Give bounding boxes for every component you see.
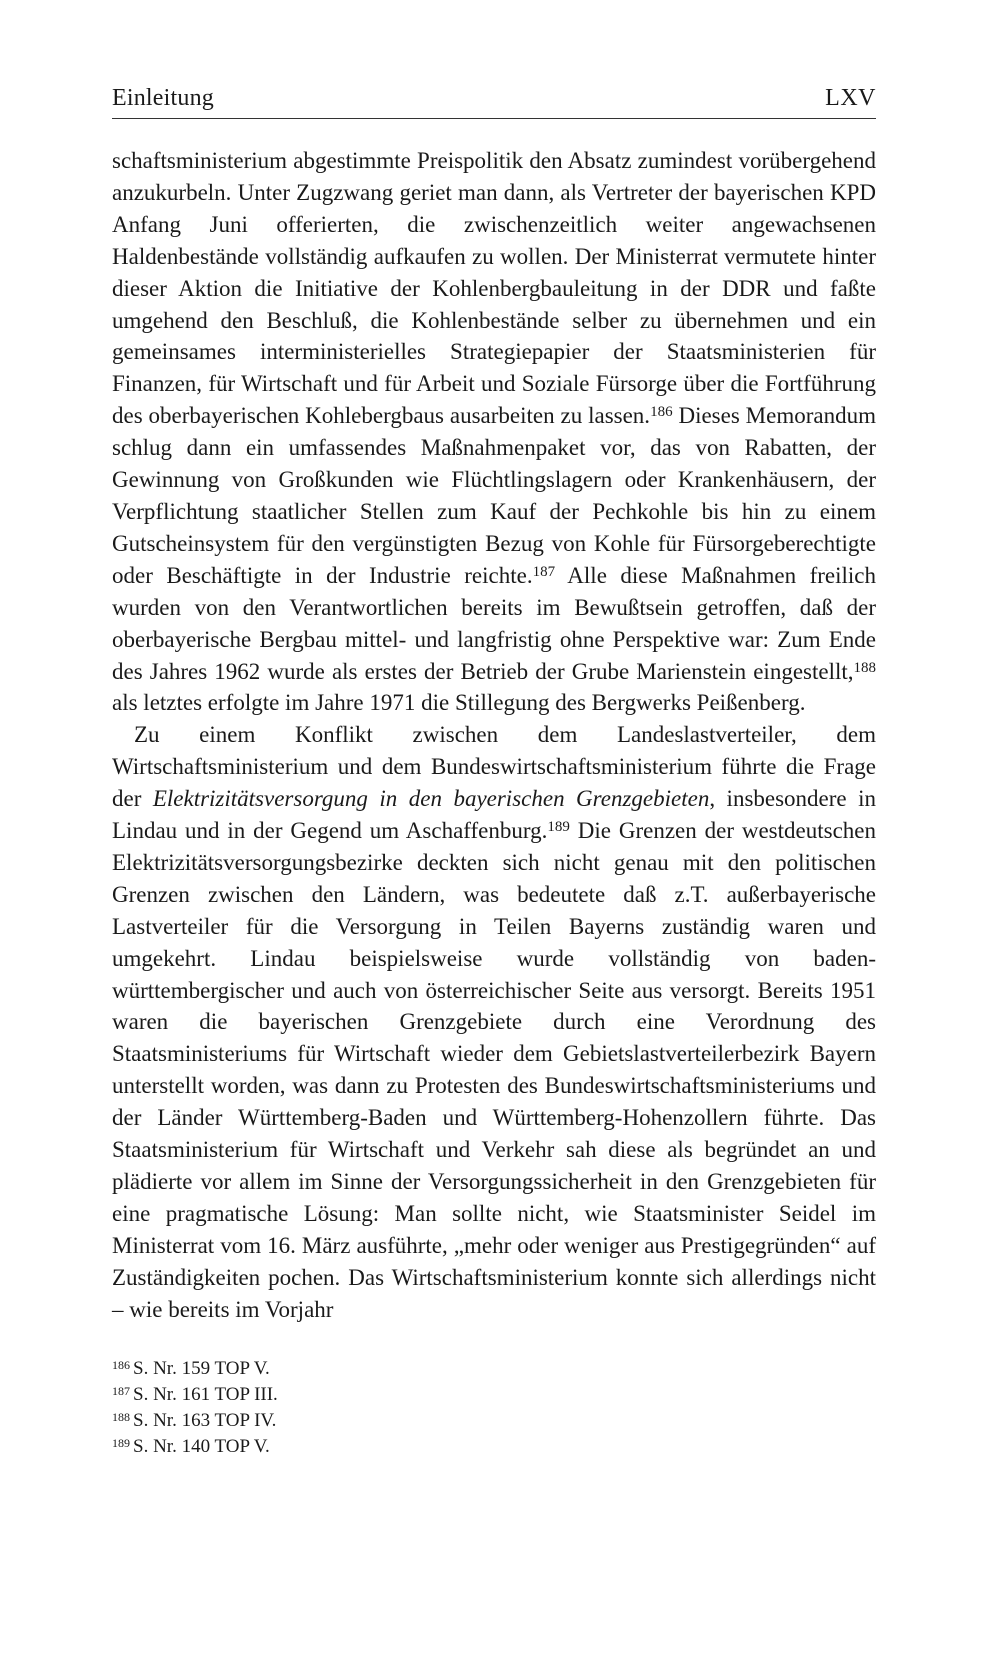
paragraph [112, 719, 876, 1325]
footnote-number: 186 [112, 1357, 130, 1372]
footnote-ref: 188 [853, 659, 876, 676]
footnote [112, 1382, 876, 1408]
footnote-number: 187 [112, 1383, 130, 1398]
text-run: Zu einem Konflikt zwischen dem Landeslastverteiler, dem Wirtschaftsministerium und dem Bundeswirtschaftsministerium führte die Frage der [112, 722, 876, 812]
running-header [112, 84, 876, 119]
document-page [112, 84, 876, 1460]
body-text [112, 145, 876, 1326]
text-run: , insbesondere in Lindau und in der Gegend um Aschaffenburg. [112, 786, 876, 844]
footnote-number: 189 [112, 1435, 130, 1450]
footnote [112, 1356, 876, 1382]
footnote-number: 188 [112, 1409, 130, 1424]
footnote-ref: 187 [532, 563, 556, 580]
italic-phrase: Elektrizitätsversorgung in den bayerischen Grenzgebieten [152, 786, 710, 812]
footnote-text: S. Nr. 163 TOP IV. [133, 1409, 277, 1431]
running-title: Einleitung [112, 85, 214, 111]
text-run: Alle diese Maßnahmen freilich wurden von den Verantwortlichen bereits im Bewußtsein getroffen, daß der oberbayerische Bergbau mittel- und langfristig ohne Perspektive war: Zum Ende des Jahres 1962 wurde als erstes der Betrieb der Grube Marienstein eingestellt, [112, 562, 876, 684]
footnote [112, 1408, 876, 1434]
footnote-text: S. Nr. 140 TOP V. [133, 1435, 270, 1457]
footnote [112, 1434, 876, 1460]
page-number: LXV [825, 85, 876, 111]
footnote-ref: 186 [650, 404, 673, 421]
footnote-ref: 189 [547, 819, 570, 836]
text-run: als letztes erfolgte im Jahre 1971 die Stillegung des Bergwerks Peißenberg. [112, 690, 806, 716]
footnote-text: S. Nr. 159 TOP V. [133, 1357, 270, 1379]
paragraph [112, 145, 876, 719]
text-run: Die Grenzen der westdeutschen Elektrizitätsversorgungsbezirke deckten sich nicht genau mit den politischen Grenzen zwischen den Ländern, was bedeutete daß z.T. außerbayerische Lastverteiler für die Versorgung in Teilen Bayerns zuständig waren und umgekehrt. Lindau beispielsweise wurde vollständig von baden-württembergischer und auch von österreichischer Seite aus versorgt. Bereits 1951 waren die bayerischen Grenzgebiete durch eine Verordnung des Staatsministeriums für Wirtschaft wieder dem Gebietslastverteilerbezirk Bayern unterstellt worden, was dann zu Protesten des Bundeswirtschaftsministeriums und der Länder Württemberg-Baden und Württemberg-Hohenzollern führte. Das Staatsministerium für Wirtschaft und Verkehr sah diese als begründet an und plädierte vor allem im Sinne der Versorgungssicherheit in den Grenzgebieten für eine pragmatische Lösung: Man sollte nicht, wie Staatsminister Seidel im Ministerrat vom 16. März ausführte, „mehr oder weniger aus Prestigegründen“ auf Zuständigkeiten pochen. Das Wirtschaftsministerium konnte sich allerdings nicht – wie bereits im Vorjahr [112, 818, 876, 1322]
footnote-text: S. Nr. 161 TOP III. [133, 1383, 278, 1405]
text-run: schaftsministerium abgestimmte Preispolitik den Absatz zumindest vorübergehend anzukurbeln. Unter Zugzwang geriet man dann, als Vertreter der bayerischen KPD Anfang Juni offerierten, die zwischenzeitlich weiter angewachsenen Haldenbestände vollständig aufkaufen zu wollen. Der Ministerrat vermutete hinter dieser Aktion die Initiative der Kohlenbergbauleitung in der DDR und faßte umgehend den Beschluß, die Kohlenbestände selber zu übernehmen und ein gemeinsames interministerielles Strategiepapier der Staatsministerien für Finanzen, für Wirtschaft und für Arbeit und Soziale Fürsorge über die Fortführung des oberbayerischen Kohlebergbaus ausarbeiten zu lassen. [112, 148, 876, 429]
text-run: Dieses Memorandum schlug dann ein umfassendes Maßnahmenpaket vor, das von Rabatten, der Gewinnung von Großkunden wie Flüchtlingslagern oder Krankenhäusern, der Verpflichtung staatlicher Stellen zum Kauf der Pechkohle bis hin zu einem Gutscheinsystem für den vergünstigten Bezug von Kohle für Fürsorgeberechtigte oder Beschäftigte in der Industrie reichte. [112, 403, 876, 588]
footnotes [112, 1356, 876, 1460]
